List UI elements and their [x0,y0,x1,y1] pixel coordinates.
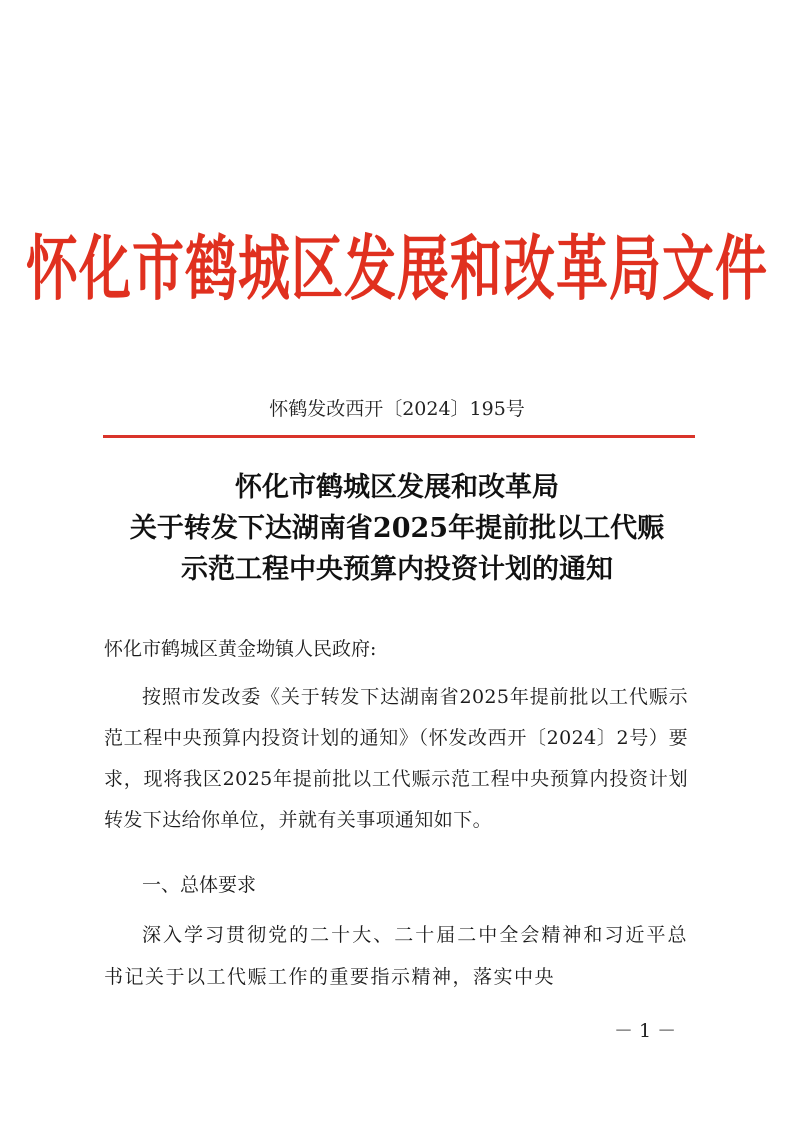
title-line-3: 示范工程中央预算内投资计划的通知 [181,554,613,585]
document-number: 怀鹤发改西开〔2024〕195号 [269,398,525,420]
body-paragraph-1: 按照市发改委《关于转发下达湖南省2025年提前批以工代赈示范工程中央预算内投资计划的通知》（怀发改西开〔2024〕2号）要求，现将我区2025年提前批以工代赈示范工程中央预算内投资计划转发下达给你单位，并就有关事项通知如下。 [104,686,688,831]
recipient-line: 怀化市鹤城区黄金坳镇人民政府: [104,638,377,660]
document-title [0,467,794,590]
section-heading-1: 一、总体要求 [142,874,257,896]
body-paragraph-2: 深入学习贯彻党的二十大、二十届二中全会精神和习近平总书记关于以工代赈工作的重要指示精神，落实中央 [104,924,688,988]
title-line-1: 怀化市鹤城区发展和改革局 [235,472,559,503]
page-number: － 1 － [614,1020,677,1042]
title-line-2: 关于转发下达湖南省2025年提前批以工代赈 [129,513,665,544]
red-divider [103,435,695,438]
issuing-org-header: 怀化市鹤城区发展和改革局文件 [25,229,768,311]
